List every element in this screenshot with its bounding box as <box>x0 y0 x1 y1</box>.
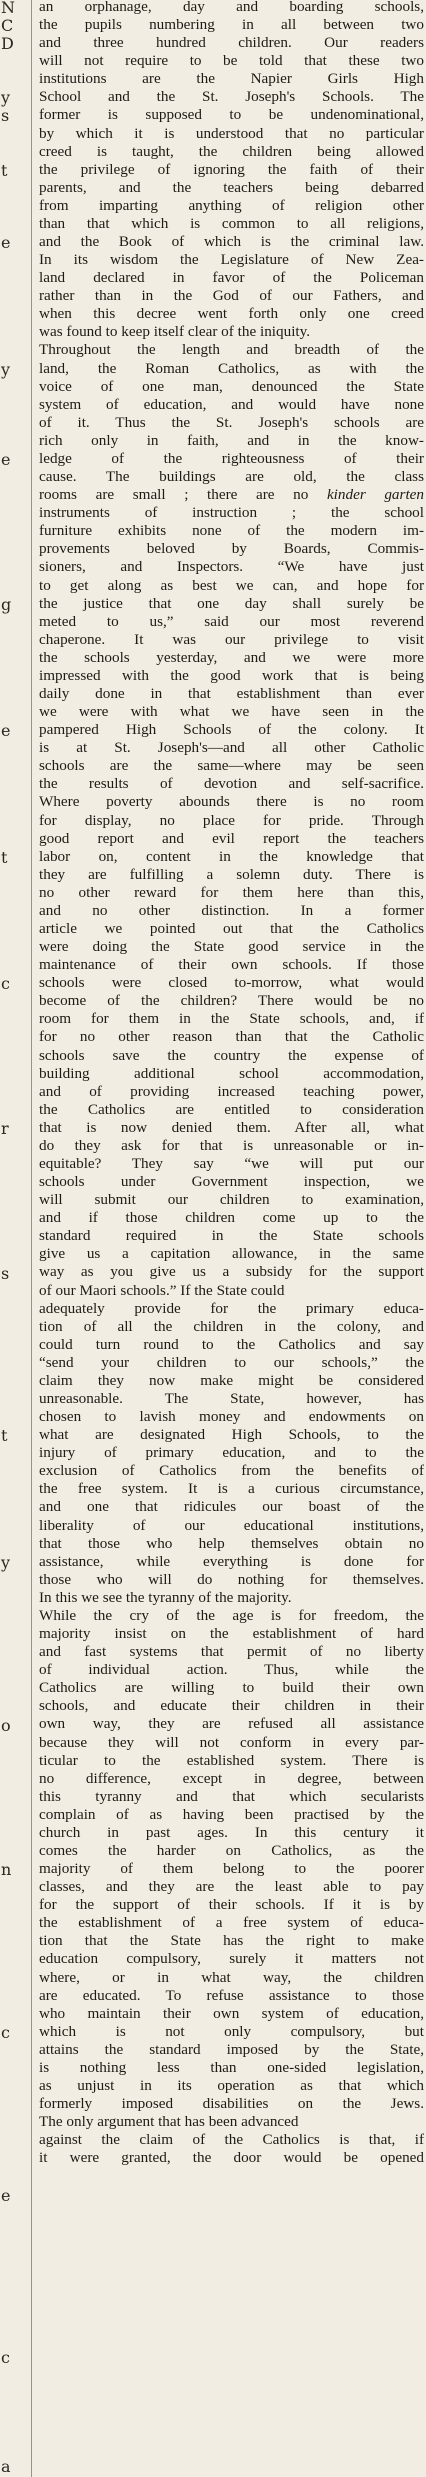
article-line-text: who maintain their own system of education, <box>39 2004 424 2022</box>
article-line-text: provements beloved by Boards, Commis- <box>39 540 424 558</box>
article-line <box>39 1173 424 1191</box>
article-line-text: room for them in the State schools, and, if <box>39 1010 424 1028</box>
article-line-text: exclusion of Catholics from the benefits of <box>39 1462 424 1480</box>
article-line <box>39 2077 424 2095</box>
edge-fragment: y <box>1 88 11 108</box>
article-line <box>39 1263 424 1281</box>
edge-fragment: e <box>1 450 11 469</box>
article-line-text: pampered High Schools of the colony. It <box>39 721 424 739</box>
article-line-text: by which it is understood that no particular <box>39 124 424 142</box>
article-line <box>39 793 424 811</box>
article-line <box>39 233 424 251</box>
article-line-text: for the support of their schools. If it is by <box>39 1896 424 1914</box>
article-line <box>39 1426 424 1444</box>
edge-fragment: C <box>1 16 14 36</box>
article-line <box>39 360 424 378</box>
article-line-text: unreasonable. The State, however, has <box>39 1390 424 1408</box>
article-line-text: and of providing increased teaching power, <box>39 1082 424 1100</box>
article-line <box>39 305 424 323</box>
edge-fragment: N <box>1 0 15 17</box>
article-line-text: injury of primary education, and to the <box>39 1444 424 1462</box>
article-line-text: the Catholics are entitled to consideration <box>39 1100 424 1118</box>
article-line <box>39 1715 424 1733</box>
article-line <box>39 179 424 197</box>
article-line-text: do they ask for that is unreasonable or in- <box>39 1136 424 1154</box>
article-line <box>39 341 424 359</box>
article-line <box>39 1914 424 1932</box>
article-line-text: instruments of instruction ; the school <box>39 504 424 522</box>
edge-fragment: c <box>1 974 10 994</box>
article-line <box>39 70 424 88</box>
article-line-text: we were with what we have seen in the <box>39 703 424 721</box>
article-line-text: cause. The buildings are old, the class <box>39 468 424 486</box>
article-line-text: chosen to lavish money and endowments on <box>39 1408 424 1426</box>
article-line-text: formerly imposed disabilities on the Jews. <box>39 2095 424 2113</box>
article-line <box>39 414 424 432</box>
article-line <box>39 1752 424 1770</box>
article-line-text: for no other reason than that the Catholic <box>39 1028 424 1046</box>
article-line-text: tion of all the children in the colony, and <box>39 1317 424 1335</box>
article-line-text: The only argument that has been advanced <box>39 2113 299 2131</box>
article-line-text: those who will do nothing for themselves. <box>39 1570 424 1588</box>
article-line <box>39 558 424 576</box>
article-line <box>39 1083 424 1101</box>
article-line-text: against the claim of the Catholics is that, if <box>39 2131 424 2149</box>
article-line-text: building additional school accommodation, <box>39 1064 424 1082</box>
article-line-italic: kinder garten <box>326 486 424 504</box>
article-line-text: that those who help themselves obtain no <box>39 1534 424 1552</box>
article-line <box>39 540 424 558</box>
article-line <box>39 161 424 179</box>
article-line <box>39 1028 424 1046</box>
article-line-text: majority of them belong to the poorer <box>39 1860 424 1878</box>
article-line <box>39 685 424 703</box>
article-line-text: Where poverty abounds there is no room <box>39 793 424 811</box>
article-line <box>39 613 424 631</box>
article-line-text: majority insist on the establishment of hard <box>39 1625 424 1643</box>
article-line <box>39 1842 424 1860</box>
article-line <box>39 1932 424 1950</box>
edge-fragment: e <box>1 721 11 741</box>
article-line <box>39 2041 424 2059</box>
article-line <box>39 703 424 721</box>
article-line-text: than that which is common to all religions, <box>39 214 424 232</box>
article-line <box>39 920 424 938</box>
article-line <box>39 1119 424 1137</box>
article-line-text: ticular to the established system. There is <box>39 1751 424 1769</box>
article-line-text: no other reward for them here than this, <box>39 883 424 901</box>
edge-fragment: t <box>1 847 8 867</box>
article-line-text: is nothing less than one-sided legislation, <box>39 2058 424 2076</box>
article-line <box>39 1462 424 1480</box>
article-line <box>39 667 424 685</box>
article-line <box>39 1155 424 1173</box>
article-line-text: schools save the country the expense of <box>39 1046 424 1064</box>
article-line-text: were doing the State good service in the <box>39 938 424 956</box>
article-line-text: give us a capitation allowance, in the same <box>39 1245 424 1263</box>
article-line-text: In its wisdom the Legislature of New Zea- <box>39 251 424 269</box>
article-line <box>39 2059 424 2077</box>
edge-fragment: a <box>1 2456 11 2476</box>
article-line <box>39 52 424 70</box>
article-line-text: furniture exhibits none of the modern im- <box>39 522 424 540</box>
article-line-text: the schools yesterday, and we were more <box>39 648 424 666</box>
article-line-text: what are designated High Schools, to the <box>39 1426 424 1444</box>
article-line <box>39 323 424 341</box>
article-line <box>39 2149 424 2167</box>
article-line-text: complain of as having been practised by the <box>39 1805 424 1823</box>
article-line-text: where, or in what way, the children <box>39 1968 424 1986</box>
article-line-text: the establishment of a free system of educa- <box>39 1914 424 1932</box>
article-line <box>39 1589 424 1607</box>
article-line <box>39 721 424 739</box>
article-line <box>39 902 424 920</box>
article-line-text: own way, they are refused all assistance <box>39 1715 424 1733</box>
article-line <box>39 486 424 504</box>
article-line <box>39 106 424 124</box>
article-line <box>39 757 424 775</box>
article-line-text: former is supposed to be undenominational, <box>39 106 424 124</box>
article-line <box>39 215 424 233</box>
article-line-text: system of education, and would have none <box>39 395 424 413</box>
article-line <box>39 2131 424 2149</box>
article-line-text: the results of devotion and self-sacrifice. <box>39 775 424 793</box>
article-line <box>39 522 424 540</box>
article-line-text: schools are the same—where may be seen <box>39 757 424 775</box>
article-line-text: they are fulfilling a solemn duty. There is <box>39 865 424 883</box>
left-column-edge <box>0 0 28 2477</box>
article-line-text: church in past ages. In this century it <box>39 1823 424 1841</box>
article-line <box>39 631 424 649</box>
column-divider <box>31 0 32 2477</box>
article-line-text: the privilege of ignoring the faith of their <box>39 160 424 178</box>
article-line <box>39 1480 424 1498</box>
article-line-text: sioners, and Inspectors. “We have just <box>39 558 424 576</box>
edge-fragment: n <box>1 1860 12 1880</box>
article-line <box>39 1878 424 1896</box>
article-line-text: when this decree went forth only one creed <box>39 305 424 323</box>
article-line <box>39 1191 424 1209</box>
article-line-text: of individual action. Thus, while the <box>39 1661 424 1679</box>
article-line <box>39 197 424 215</box>
article-line-text: it were granted, the door would be opened <box>39 2149 424 2167</box>
article-line <box>39 1336 424 1354</box>
article-line <box>39 287 424 305</box>
article-line <box>39 1444 424 1462</box>
article-line <box>39 2023 424 2041</box>
article-line-text: voice of one man, denounced the State <box>39 377 424 395</box>
edge-fragment: y <box>1 1552 11 1572</box>
article-line <box>39 1860 424 1878</box>
article-line-text: and if those children come up to the <box>39 1209 424 1227</box>
article-line-text: claim they now make might be considered <box>39 1371 424 1389</box>
article-line <box>39 1390 424 1408</box>
article-line-text: comes the harder on Catholics, as the <box>39 1841 424 1859</box>
article-line <box>39 125 424 143</box>
article-line-text: meted to us,” said our most reverend <box>39 612 424 630</box>
article-line-text: land, the Roman Catholics, as with the <box>39 359 424 377</box>
article-line <box>39 1806 424 1824</box>
article-line <box>39 1607 424 1625</box>
article-line <box>39 595 424 613</box>
article-line <box>39 938 424 956</box>
article-line <box>39 378 424 396</box>
edge-fragment: y <box>1 359 11 379</box>
article-line-text: an orphanage, day and boarding schools, <box>39 0 424 15</box>
article-line-text: parents, and the teachers being debarred <box>39 178 424 196</box>
article-line-text: and the Book of which is the criminal law. <box>39 233 424 251</box>
edge-fragment: s <box>1 106 10 126</box>
article-line <box>39 1987 424 2005</box>
edge-fragment: t <box>1 1426 8 1446</box>
article-line <box>39 1697 424 1715</box>
article-line-text: from imparting anything of religion other <box>39 196 424 214</box>
article-line-text: classes, and they are the least able to pay <box>39 1878 424 1896</box>
article-line-text: the free system. It is a curious circumstance, <box>39 1480 424 1498</box>
article-line-text: land declared in favor of the Policeman <box>39 269 424 287</box>
article-line <box>39 0 424 16</box>
edge-fragment: D <box>1 34 14 54</box>
article-line-text: education compulsory, surely it matters not <box>39 1950 424 1968</box>
article-line-text: good report and evil report the teachers <box>39 829 424 847</box>
article-line-text: to get along as best we can, and hope for <box>39 576 424 594</box>
article-line-text: schools, and educate their children in their <box>39 1697 424 1715</box>
article-line-text: daily done in that establishment than ever <box>39 684 424 702</box>
article-line-text: “send your children to our schools,” the <box>39 1353 424 1371</box>
article-line <box>39 1535 424 1553</box>
article-line-text: of our Maori schools.” If the State could <box>39 1281 285 1299</box>
article-line <box>39 974 424 992</box>
article-line <box>39 34 424 52</box>
article-line <box>39 1571 424 1589</box>
article-line <box>39 1896 424 1914</box>
article-line <box>39 1227 424 1245</box>
article-line <box>39 1354 424 1372</box>
article-line <box>39 1047 424 1065</box>
article-line-text: will submit our children to examination, <box>39 1191 424 1209</box>
article-line-text: creed is taught, the children being allowed <box>39 142 424 160</box>
article-line-text: Throughout the length and breadth of the <box>39 341 424 359</box>
article-line-text: that is now denied them. After all, what <box>39 1118 424 1136</box>
article-line-text: impressed with the good work that is being <box>39 666 424 684</box>
article-line-text: and one that ridicules our boast of the <box>39 1498 424 1516</box>
article-line <box>39 956 424 974</box>
article-line-text: the justice that one day shall surely be <box>39 594 424 612</box>
article-line <box>39 1209 424 1227</box>
article-line-text: adequately provide for the primary educa- <box>39 1299 424 1317</box>
edge-fragment: g <box>1 594 12 614</box>
article-line <box>39 775 424 793</box>
edge-fragment: c <box>1 2348 10 2368</box>
article-line <box>39 848 424 866</box>
article-line <box>39 1824 424 1842</box>
article-line <box>39 1553 424 1571</box>
article-line-text: because they will not conform in every par- <box>39 1733 424 1751</box>
article-line-text: While the cry of the age is for freedom, the <box>39 1606 424 1624</box>
article-line <box>39 1101 424 1119</box>
article-line <box>39 1643 424 1661</box>
article-line <box>39 1950 424 1968</box>
article-line-text: School and the St. Joseph's Schools. The <box>39 88 424 106</box>
article-line-text: will not require to be told that these two <box>39 52 424 70</box>
article-line <box>39 1734 424 1752</box>
article-line <box>39 1137 424 1155</box>
article-line-text: ledge of the righteousness of their <box>39 449 424 467</box>
article-line-text: way as you give us a subsidy for the support <box>39 1263 424 1281</box>
article-line <box>39 143 424 161</box>
article-line-text: and fast systems that permit of no liberty <box>39 1643 424 1661</box>
article-line-text: labor on, content in the knowledge that <box>39 847 424 865</box>
article-line-text: chaperone. It was our privilege to visit <box>39 630 424 648</box>
article-line-text: the pupils numbering in all between two <box>39 16 424 34</box>
article-line-text: was found to keep itself clear of the iniquity. <box>39 323 311 341</box>
edge-fragment: s <box>1 1263 10 1283</box>
article-line <box>39 1065 424 1083</box>
article-line <box>39 1679 424 1697</box>
article-line <box>39 2113 424 2131</box>
article-line <box>39 1625 424 1643</box>
edge-fragment: c <box>1 2022 10 2042</box>
article-line <box>39 812 424 830</box>
article-line <box>39 1245 424 1263</box>
article-line <box>39 1788 424 1806</box>
edge-fragment: t <box>1 160 8 180</box>
article-line-text: schools were closed to-morrow, what would <box>39 974 424 992</box>
article-line <box>39 396 424 414</box>
article-line <box>39 504 424 522</box>
article-line-text: In this we see the tyranny of the majority. <box>39 1588 292 1606</box>
article-line <box>39 1010 424 1028</box>
article-line-text: article we pointed out that the Catholics <box>39 919 424 937</box>
article-line-text: is at St. Joseph's—and all other Catholic <box>39 739 424 757</box>
article-line <box>39 649 424 667</box>
article-line-text: of it. Thus the St. Joseph's schools are <box>39 413 424 431</box>
article-line-text: equitable? They say “we will put our <box>39 1155 424 1172</box>
article-line-text: tion that the State has the right to make <box>39 1932 424 1950</box>
article-line-text: no difference, except in degree, between <box>39 1769 424 1787</box>
article-line <box>39 1300 424 1318</box>
article-line <box>39 468 424 486</box>
article-line <box>39 992 424 1010</box>
article-line-text: assistance, while everything is done for <box>39 1552 424 1570</box>
article-line-text: become of the children? There would be no <box>39 992 424 1010</box>
edge-fragment: e <box>1 233 11 253</box>
article-line-text: standard required in the State schools <box>39 1227 424 1245</box>
article-line-text: as unjust in its operation as that which <box>39 2076 424 2094</box>
article-line <box>39 739 424 757</box>
article-line-text: rooms are small ; there are no <box>39 486 327 504</box>
article-line <box>39 1770 424 1788</box>
article-line <box>39 16 424 34</box>
article-line <box>39 866 424 884</box>
article-line <box>39 830 424 848</box>
article-line-text: are educated. To refuse assistance to those <box>39 1986 424 2004</box>
article-line-text: for display, no place for pride. Through <box>39 811 424 829</box>
article-line <box>39 884 424 902</box>
article-line <box>39 432 424 450</box>
article-line-text: Catholics are willing to build their own <box>39 1679 424 1697</box>
article-line-text: liberality of our educational institutions, <box>39 1516 424 1534</box>
article-line <box>39 1969 424 1987</box>
article-line-text: and no other distinction. In a former <box>39 901 424 919</box>
article-line <box>39 269 424 287</box>
article-line-text: schools under Government inspection, we <box>39 1173 424 1191</box>
article-line-text: attains the standard imposed by the State, <box>39 2040 424 2058</box>
article-line-text: rich only in faith, and in the know- <box>39 431 424 449</box>
article-line-text: could turn round to the Catholics and say <box>39 1335 424 1353</box>
edge-fragment: r <box>1 1118 9 1138</box>
article-line <box>39 2005 424 2023</box>
edge-fragment: o <box>1 1715 11 1735</box>
article-line-text: institutions are the Napier Girls High <box>39 70 424 88</box>
article-column <box>39 0 424 2167</box>
article-line-text: this tyranny and that which secularists <box>39 1787 424 1805</box>
article-line <box>39 1661 424 1679</box>
article-line <box>39 1498 424 1516</box>
article-line <box>39 1318 424 1336</box>
edge-fragment: e <box>1 2185 11 2205</box>
article-line-text: which is not only compulsory, but <box>39 2022 424 2040</box>
article-line <box>39 88 424 106</box>
article-line-text: and three hundred children. Our readers <box>39 34 424 52</box>
article-line <box>39 1517 424 1535</box>
article-line <box>39 1408 424 1426</box>
article-line <box>39 1282 424 1300</box>
article-line <box>39 251 424 269</box>
article-line-text: rather than in the God of our Fathers, and <box>39 287 424 305</box>
article-line <box>39 1372 424 1390</box>
article-line <box>39 2095 424 2113</box>
article-line <box>39 450 424 468</box>
article-line <box>39 577 424 595</box>
article-line-text: maintenance of their own schools. If those <box>39 956 424 974</box>
